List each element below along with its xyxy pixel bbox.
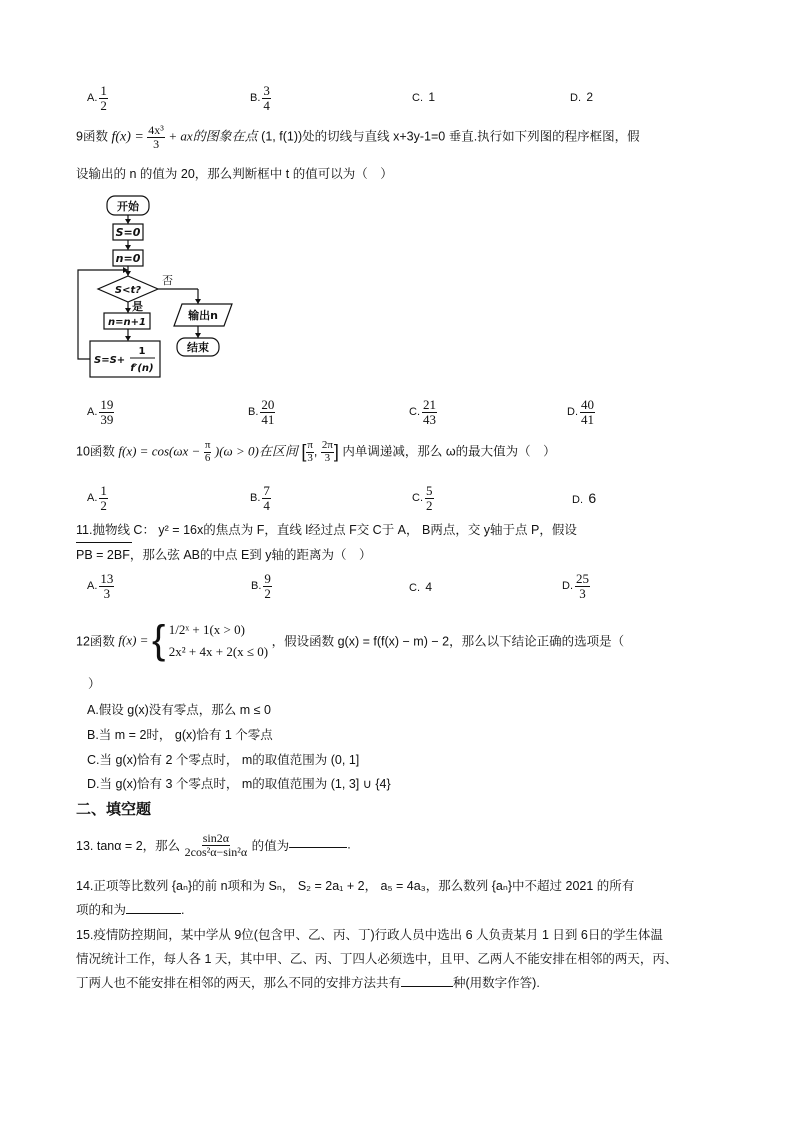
piecewise-brace: { [151,618,166,662]
fraction: $\frac{\sin 2\alpha}{\text{2cos²α−sin²α}}$ [184,831,248,859]
q11-line1: 11.抛物线 C： y² = 16x的焦点为 F，直线 l经过点 F交 C于 A， B两点，交 y轴于点 P，假设 [76,523,577,537]
q8-option-c: C. 1 [412,90,436,104]
fraction: $\frac{19}{39}$ [100,397,114,427]
piecewise-case-1: 1/2ˣ + 1(x > 0) [168,621,245,637]
flow-inc-label: n=n+1 [108,317,146,328]
answer-blank[interactable] [401,976,453,987]
fraction: $\frac{40}{41}$ [581,397,594,427]
flow-output-label: 输出n [188,309,218,322]
answer-blank[interactable] [289,837,347,848]
flow-update-num: 1 [138,346,146,357]
q12-option-d: D.当 g(x)恰有 3 个零点时， m的取值范围为 (1, 3] ∪ {4} [87,777,391,791]
flow-start-label: 开始 [117,200,139,213]
q9-line2: 设输出的 n 的值为 20，那么判断框中 t 的值可以为（ ） [76,167,393,181]
option-label: A. [87,92,98,105]
section-title: 二、填空题 [76,800,152,818]
flow-end-label: 结束 [187,341,209,354]
q10-option-a: A. $\frac{1}{2}$ [87,483,107,513]
flow-yes-label: 是 [132,300,143,313]
flow-cond-label: S<t? [114,285,142,296]
flow-s0-label: S=0 [115,226,141,239]
q8-option-b [250,84,271,112]
q13-stem: 13. tanα = 2，那么 $\frac{\sin 2\alpha}{\text{2cos²α−sin²α}}$ 的值为 . [76,831,351,859]
q8-option-d: D. 2 [570,90,594,104]
q15-line2: 情况统计工作，每人各 1 天，其中甲、乙、丙、丁四人必须选中，且甲、乙两人不能安排在相邻的两天，丙、 [76,952,678,966]
fraction: $\frac{\pi}{6}$ [204,439,211,464]
q12-close: ） [88,677,101,691]
q14-line2: 项的和为 . [76,903,185,917]
fraction: $\frac{1}{2}$ [100,83,107,113]
flow-n0-label: n=0 [115,252,141,265]
flow-update-prefix: S=S+ [94,355,126,366]
flow-no-label: 否 [162,274,173,287]
q9-flowchart [70,192,250,382]
q15-line3: 丁两人也不能安排在相邻的两天，那么不同的安排方法共有 种(用数字作答). [76,976,540,990]
q11-option-c: C. 4 [409,580,433,594]
q8-option-a [87,84,108,112]
fraction: $\frac{\text{4x³}}{3}$ [148,123,164,151]
q15-line1: 15.疫情防控期间，某中学从 9位(包含甲、乙、丙、丁)行政人员中选出 6 人负责某月 1 日到 6日的学生体温 [76,928,663,942]
fraction: $\frac{3}{4}$ [263,83,270,113]
fraction: $\frac{13}{3}$ [100,571,114,601]
fraction: $\frac{1}{2}$ [100,483,107,513]
piecewise-case-2: 2x² + 4x + 2(x ≤ 0) [168,643,269,659]
flow-update-den: f′(n) [130,363,154,374]
vector-arrows [76,542,132,547]
fraction: $\frac{25}{3}$ [576,571,589,601]
q9-option-d: D. $\frac{40}{41}$ [567,397,594,427]
fraction: $\frac{21}{43}$ [423,397,436,427]
fraction: $\frac{20}{41}$ [261,397,275,427]
option-label: B. [250,92,261,105]
q11-option-b: B. $\frac{9}{2}$ [251,571,271,601]
q10-stem: 10函数 f(x) = cos(ωx − $\frac{\pi}{6}$ )(ω > 0)在区间 [ $\frac{\pi}{3}$ , $\frac{2\pi}{3}$ ] 内单调递减，那么 ω的最大值为（ ） [76,439,556,464]
fraction: $\frac{9}{2}$ [264,571,271,601]
fraction: $\frac{5}{2}$ [426,483,433,513]
fraction: $\frac{7}{4}$ [263,483,270,513]
answer-blank[interactable] [126,903,181,914]
q11-option-d: D. $\frac{25}{3}$ [562,571,589,601]
q9-line1: 9函数 f(x) = $\frac{\text{4x³}}{3}$ + ax的图象在点 (1, f(1))处的切线与直线 x+3y-1=0 垂直.执行如下列图的程序框图，假 [76,123,640,151]
q12-stem: 12函数 f(x) = { 1/2ˣ + 1(x > 0) 2x² + 4x + 2(x ≤ 0) ，假设函数 g(x) = f(f(x) − m) − 2，那么以下结论正确的选项是（ [76,618,625,662]
fraction: $\frac{\pi}{3}$ [307,439,313,464]
q9-option-a: A. $\frac{19}{39}$ [87,397,114,427]
q14-line1: 14.正项等比数列 {aₙ}的前 n项和为 Sₙ， S₂ = 2a₁ + 2， a₅ = 4a₃，那么数列 {aₙ}中不超过 2021 的所有 [76,879,635,893]
q12-option-b: B.当 m = 2时， g(x)恰有 1 个零点 [87,728,273,742]
q9-option-b: B. $\frac{20}{41}$ [248,397,275,427]
fraction: $\frac{2\pi}{3}$ [321,439,333,464]
q10-option-c: C. $\frac{5}{2}$ [412,483,433,513]
q12-option-c: C.当 g(x)恰有 2 个零点时， m的取值范围为 (0, 1] [87,753,360,767]
q11-line2: PB = 2BF，那么弦 AB的中点 E到 y轴的距离为（ ） [76,548,372,562]
q11-option-a: A. $\frac{13}{3}$ [87,571,114,601]
q12-option-a: A.假设 g(x)没有零点，那么 m ≤ 0 [87,703,271,717]
q10-option-b: B. $\frac{7}{4}$ [250,483,270,513]
q9-option-c: C. $\frac{21}{43}$ [409,397,436,427]
q10-option-d: D. 6 [572,490,597,506]
piecewise-cases [169,619,268,663]
